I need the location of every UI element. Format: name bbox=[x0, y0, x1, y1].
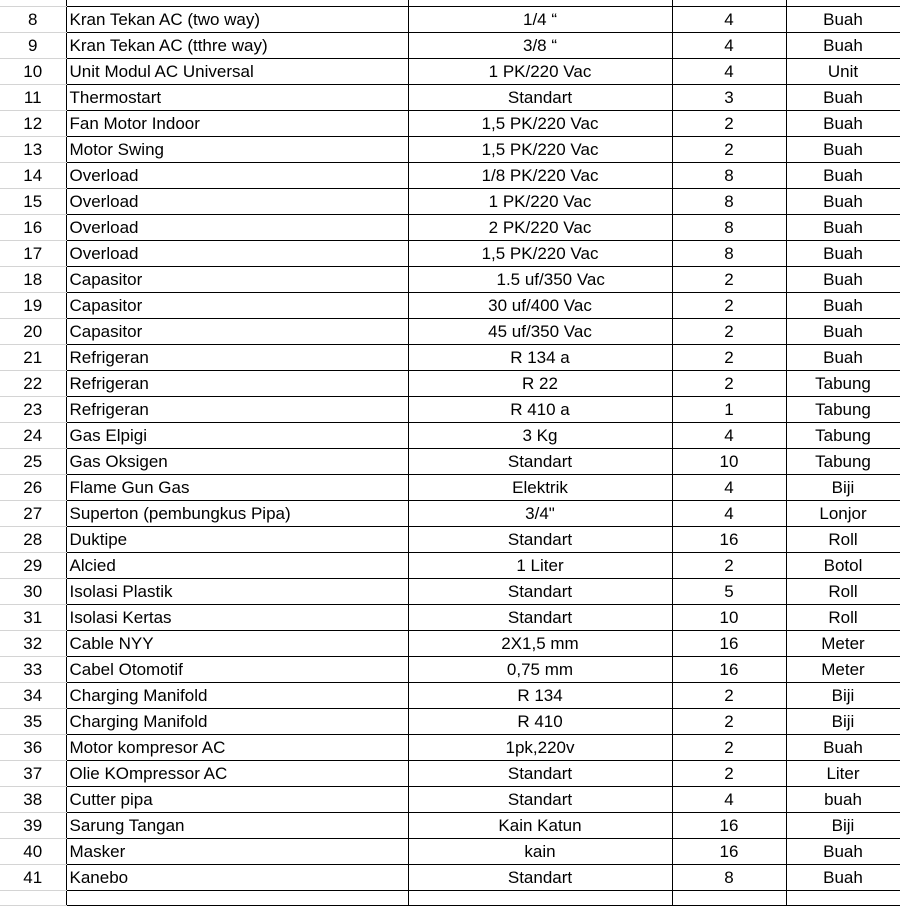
cell-no[interactable]: 12 bbox=[0, 111, 66, 137]
cell-unit[interactable]: Meter bbox=[786, 657, 900, 683]
cell-spec[interactable]: Standart bbox=[408, 761, 672, 787]
cell-no[interactable]: 24 bbox=[0, 423, 66, 449]
cell-no[interactable]: 28 bbox=[0, 527, 66, 553]
cell-no[interactable]: 34 bbox=[0, 683, 66, 709]
cell-name[interactable]: Capasitor bbox=[66, 267, 408, 293]
cell-spec[interactable]: 0,75 mm bbox=[408, 657, 672, 683]
cell-spec[interactable]: 2X1,5 mm bbox=[408, 631, 672, 657]
cell-name[interactable]: Olie KOmpressor AC bbox=[66, 761, 408, 787]
cell-unit[interactable]: buah bbox=[786, 787, 900, 813]
cell-spec[interactable]: Standart bbox=[408, 85, 672, 111]
cell-name[interactable]: Superton (pembungkus Pipa) bbox=[66, 501, 408, 527]
cell-no[interactable]: 33 bbox=[0, 657, 66, 683]
cell-spec[interactable]: Standart bbox=[408, 605, 672, 631]
cell-unit[interactable]: Biji bbox=[786, 813, 900, 839]
cell-spec[interactable]: 1.5 uf/350 Vac bbox=[408, 267, 672, 293]
cell-qty[interactable]: 5 bbox=[672, 579, 786, 605]
cell-no[interactable]: 23 bbox=[0, 397, 66, 423]
table-row bbox=[0, 267, 900, 293]
cell-no[interactable]: 30 bbox=[0, 579, 66, 605]
cell-unit[interactable]: Botol bbox=[786, 553, 900, 579]
cell-no[interactable]: 37 bbox=[0, 761, 66, 787]
cell-spec[interactable]: 1,5 PK/220 Vac bbox=[408, 241, 672, 267]
table-row bbox=[0, 475, 900, 501]
table-row bbox=[0, 137, 900, 163]
cell-unit[interactable] bbox=[786, 891, 900, 906]
cell-no[interactable]: 32 bbox=[0, 631, 66, 657]
cell-qty[interactable]: 4 bbox=[672, 59, 786, 85]
cell-qty[interactable]: 8 bbox=[672, 865, 786, 891]
table-row bbox=[0, 85, 900, 111]
cell-spec[interactable]: R 410 a bbox=[408, 397, 672, 423]
cell-qty[interactable]: 2 bbox=[672, 319, 786, 345]
cell-no[interactable]: 26 bbox=[0, 475, 66, 501]
table-row bbox=[0, 839, 900, 865]
table-row bbox=[0, 709, 900, 735]
cell-spec[interactable]: Standart bbox=[408, 579, 672, 605]
cell-spec[interactable]: Elektrik bbox=[408, 475, 672, 501]
cell-spec[interactable]: Kain Katun bbox=[408, 813, 672, 839]
cell-no[interactable]: 22 bbox=[0, 371, 66, 397]
cell-qty[interactable]: 4 bbox=[672, 501, 786, 527]
table-row bbox=[0, 59, 900, 85]
cell-no[interactable]: 21 bbox=[0, 345, 66, 371]
table-row bbox=[0, 579, 900, 605]
cell-spec[interactable]: 1,5 PK/220 Vac bbox=[408, 137, 672, 163]
cell-name[interactable]: Kran Tekan AC (two way) bbox=[66, 7, 408, 33]
cell-qty[interactable]: 4 bbox=[672, 787, 786, 813]
cell-spec[interactable]: kain bbox=[408, 839, 672, 865]
table-row bbox=[0, 319, 900, 345]
cell-name[interactable]: Gas Elpigi bbox=[66, 423, 408, 449]
cell-qty[interactable]: 16 bbox=[672, 527, 786, 553]
cell-name[interactable]: Refrigeran bbox=[66, 397, 408, 423]
cell-no[interactable]: 13 bbox=[0, 137, 66, 163]
cell-spec[interactable]: 3 Kg bbox=[408, 423, 672, 449]
cell-name[interactable]: Fan Motor Indoor bbox=[66, 111, 408, 137]
table-row bbox=[0, 397, 900, 423]
cell-spec[interactable]: 2 PK/220 Vac bbox=[408, 215, 672, 241]
cell-unit[interactable]: Roll bbox=[786, 579, 900, 605]
cell-qty[interactable]: 16 bbox=[672, 839, 786, 865]
table-row-partial bbox=[0, 891, 900, 906]
table-row bbox=[0, 605, 900, 631]
cell-name[interactable]: Refrigeran bbox=[66, 345, 408, 371]
cell-no[interactable]: 35 bbox=[0, 709, 66, 735]
cell-unit[interactable]: Meter bbox=[786, 631, 900, 657]
cell-name[interactable]: Capasitor bbox=[66, 319, 408, 345]
cell-no[interactable]: 11 bbox=[0, 85, 66, 111]
table-row bbox=[0, 7, 900, 33]
cell-spec[interactable]: 1 PK/220 Vac bbox=[408, 189, 672, 215]
cell-name[interactable]: Cabel Otomotif bbox=[66, 657, 408, 683]
cell-unit[interactable]: Buah bbox=[786, 85, 900, 111]
cell-unit[interactable]: Buah bbox=[786, 111, 900, 137]
cell-name[interactable]: Motor kompresor AC bbox=[66, 735, 408, 761]
table-row bbox=[0, 241, 900, 267]
cell-spec[interactable]: 1pk,220v bbox=[408, 735, 672, 761]
cell-unit[interactable]: Buah bbox=[786, 189, 900, 215]
cell-no[interactable]: 20 bbox=[0, 319, 66, 345]
table-row bbox=[0, 683, 900, 709]
cell-no[interactable] bbox=[0, 891, 66, 906]
cell-no[interactable]: 31 bbox=[0, 605, 66, 631]
cell-name[interactable]: Overload bbox=[66, 189, 408, 215]
cell-spec[interactable]: 3/8 “ bbox=[408, 33, 672, 59]
cell-spec[interactable]: R 410 bbox=[408, 709, 672, 735]
cell-name[interactable]: Charging Manifold bbox=[66, 709, 408, 735]
cell-spec[interactable]: 45 uf/350 Vac bbox=[408, 319, 672, 345]
cell-spec[interactable]: 1/8 PK/220 Vac bbox=[408, 163, 672, 189]
cell-spec[interactable] bbox=[408, 891, 672, 906]
cell-spec[interactable]: R 134 bbox=[408, 683, 672, 709]
cell-name[interactable]: Overload bbox=[66, 215, 408, 241]
cell-name[interactable]: Alcied bbox=[66, 553, 408, 579]
cell-qty[interactable]: 10 bbox=[672, 605, 786, 631]
cell-spec[interactable]: 3/4" bbox=[408, 501, 672, 527]
cell-qty[interactable]: 2 bbox=[672, 371, 786, 397]
cell-unit[interactable]: Tabung bbox=[786, 371, 900, 397]
cell-name[interactable]: Kran Tekan AC (tthre way) bbox=[66, 33, 408, 59]
cell-name[interactable]: Isolasi Kertas bbox=[66, 605, 408, 631]
cell-name[interactable]: Refrigeran bbox=[66, 371, 408, 397]
cell-unit[interactable]: Buah bbox=[786, 267, 900, 293]
table-row bbox=[0, 657, 900, 683]
cell-qty[interactable]: 2 bbox=[672, 683, 786, 709]
cell-qty[interactable] bbox=[672, 891, 786, 906]
cell-no[interactable]: 18 bbox=[0, 267, 66, 293]
cell-unit[interactable]: Biji bbox=[786, 475, 900, 501]
table-row bbox=[0, 215, 900, 241]
cell-qty[interactable]: 10 bbox=[672, 449, 786, 475]
cell-unit[interactable]: Buah bbox=[786, 33, 900, 59]
cell-qty[interactable]: 2 bbox=[672, 267, 786, 293]
table-row bbox=[0, 501, 900, 527]
cell-no[interactable]: 38 bbox=[0, 787, 66, 813]
cell-qty[interactable]: 1 bbox=[672, 397, 786, 423]
cell-name[interactable]: Masker bbox=[66, 839, 408, 865]
cell-name[interactable]: Cutter pipa bbox=[66, 787, 408, 813]
table-row bbox=[0, 163, 900, 189]
table-row bbox=[0, 865, 900, 891]
table-row bbox=[0, 787, 900, 813]
cell-qty[interactable]: 4 bbox=[672, 423, 786, 449]
cell-qty[interactable]: 4 bbox=[672, 7, 786, 33]
cell-unit[interactable]: Tabung bbox=[786, 397, 900, 423]
cell-name[interactable] bbox=[66, 891, 408, 906]
cell-spec[interactable]: Standart bbox=[408, 787, 672, 813]
cell-unit[interactable]: Unit bbox=[786, 59, 900, 85]
cell-unit[interactable]: Buah bbox=[786, 163, 900, 189]
cell-qty[interactable]: 16 bbox=[672, 657, 786, 683]
cell-spec[interactable]: Standart bbox=[408, 527, 672, 553]
table-row bbox=[0, 423, 900, 449]
table-row bbox=[0, 761, 900, 787]
table-row bbox=[0, 33, 900, 59]
cell-no[interactable]: 17 bbox=[0, 241, 66, 267]
cell-no[interactable]: 39 bbox=[0, 813, 66, 839]
cell-unit[interactable]: Buah bbox=[786, 293, 900, 319]
cell-spec[interactable]: 1/4 “ bbox=[408, 7, 672, 33]
cell-no[interactable]: 19 bbox=[0, 293, 66, 319]
cell-unit[interactable]: Roll bbox=[786, 527, 900, 553]
cell-qty[interactable]: 16 bbox=[672, 813, 786, 839]
cell-unit[interactable]: Buah bbox=[786, 735, 900, 761]
cell-no[interactable]: 8 bbox=[0, 7, 66, 33]
cell-spec[interactable]: 1 PK/220 Vac bbox=[408, 59, 672, 85]
cell-name[interactable]: Flame Gun Gas bbox=[66, 475, 408, 501]
cell-no[interactable]: 15 bbox=[0, 189, 66, 215]
cell-qty[interactable]: 2 bbox=[672, 709, 786, 735]
cell-name[interactable]: Charging Manifold bbox=[66, 683, 408, 709]
table-row bbox=[0, 371, 900, 397]
table-row bbox=[0, 449, 900, 475]
cell-qty[interactable]: 2 bbox=[672, 735, 786, 761]
cell-no[interactable]: 25 bbox=[0, 449, 66, 475]
cell-no[interactable]: 27 bbox=[0, 501, 66, 527]
cell-name[interactable]: Overload bbox=[66, 241, 408, 267]
cell-no[interactable]: 9 bbox=[0, 33, 66, 59]
cell-spec[interactable]: 30 uf/400 Vac bbox=[408, 293, 672, 319]
table-row bbox=[0, 345, 900, 371]
cell-no[interactable]: 36 bbox=[0, 735, 66, 761]
cell-name[interactable]: Motor Swing bbox=[66, 137, 408, 163]
table-row bbox=[0, 293, 900, 319]
cell-name[interactable]: Overload bbox=[66, 163, 408, 189]
table-row bbox=[0, 631, 900, 657]
table-row bbox=[0, 189, 900, 215]
cell-qty[interactable]: 4 bbox=[672, 475, 786, 501]
cell-name[interactable]: Cable NYY bbox=[66, 631, 408, 657]
cell-qty[interactable]: 8 bbox=[672, 163, 786, 189]
cell-unit[interactable]: Buah bbox=[786, 319, 900, 345]
cell-name[interactable]: Capasitor bbox=[66, 293, 408, 319]
cell-unit[interactable]: Buah bbox=[786, 137, 900, 163]
cell-name[interactable]: Isolasi Plastik bbox=[66, 579, 408, 605]
cell-unit[interactable]: Buah bbox=[786, 865, 900, 891]
table-row bbox=[0, 553, 900, 579]
cell-name[interactable]: Duktipe bbox=[66, 527, 408, 553]
cell-no[interactable]: 40 bbox=[0, 839, 66, 865]
cell-unit[interactable]: Buah bbox=[786, 241, 900, 267]
cell-no[interactable]: 29 bbox=[0, 553, 66, 579]
cell-unit[interactable]: Buah bbox=[786, 839, 900, 865]
cell-unit[interactable]: Buah bbox=[786, 7, 900, 33]
cell-name[interactable]: Sarung Tangan bbox=[66, 813, 408, 839]
cell-no[interactable]: 10 bbox=[0, 59, 66, 85]
table-row bbox=[0, 111, 900, 137]
cell-unit[interactable]: Tabung bbox=[786, 449, 900, 475]
cell-qty[interactable]: 2 bbox=[672, 137, 786, 163]
cell-name[interactable]: Unit Modul AC Universal bbox=[66, 59, 408, 85]
cell-qty[interactable]: 2 bbox=[672, 761, 786, 787]
cell-no[interactable]: 16 bbox=[0, 215, 66, 241]
cell-spec[interactable]: 1 Liter bbox=[408, 553, 672, 579]
cell-unit[interactable]: Lonjor bbox=[786, 501, 900, 527]
cell-name[interactable]: Kanebo bbox=[66, 865, 408, 891]
cell-unit[interactable]: Biji bbox=[786, 709, 900, 735]
cell-qty[interactable]: 4 bbox=[672, 33, 786, 59]
table-row bbox=[0, 735, 900, 761]
cell-unit[interactable]: Liter bbox=[786, 761, 900, 787]
cell-spec[interactable]: Standart bbox=[408, 865, 672, 891]
cell-spec[interactable]: R 22 bbox=[408, 371, 672, 397]
cell-qty[interactable]: 3 bbox=[672, 85, 786, 111]
cell-name[interactable]: Gas Oksigen bbox=[66, 449, 408, 475]
cell-unit[interactable]: Biji bbox=[786, 683, 900, 709]
cell-unit[interactable]: Roll bbox=[786, 605, 900, 631]
cell-no[interactable]: 41 bbox=[0, 865, 66, 891]
cell-qty[interactable]: 8 bbox=[672, 189, 786, 215]
cell-qty[interactable]: 2 bbox=[672, 111, 786, 137]
cell-qty[interactable]: 2 bbox=[672, 345, 786, 371]
cell-spec[interactable]: Standart bbox=[408, 449, 672, 475]
cell-unit[interactable]: Buah bbox=[786, 345, 900, 371]
cell-spec[interactable]: R 134 a bbox=[408, 345, 672, 371]
cell-name[interactable]: Thermostart bbox=[66, 85, 408, 111]
cell-qty[interactable]: 2 bbox=[672, 293, 786, 319]
cell-qty[interactable]: 8 bbox=[672, 215, 786, 241]
cell-unit[interactable]: Tabung bbox=[786, 423, 900, 449]
cell-qty[interactable]: 16 bbox=[672, 631, 786, 657]
cell-no[interactable]: 14 bbox=[0, 163, 66, 189]
cell-unit[interactable]: Buah bbox=[786, 215, 900, 241]
table-row bbox=[0, 813, 900, 839]
cell-spec[interactable]: 1,5 PK/220 Vac bbox=[408, 111, 672, 137]
cell-qty[interactable]: 2 bbox=[672, 553, 786, 579]
table-row bbox=[0, 527, 900, 553]
cell-qty[interactable]: 8 bbox=[672, 241, 786, 267]
